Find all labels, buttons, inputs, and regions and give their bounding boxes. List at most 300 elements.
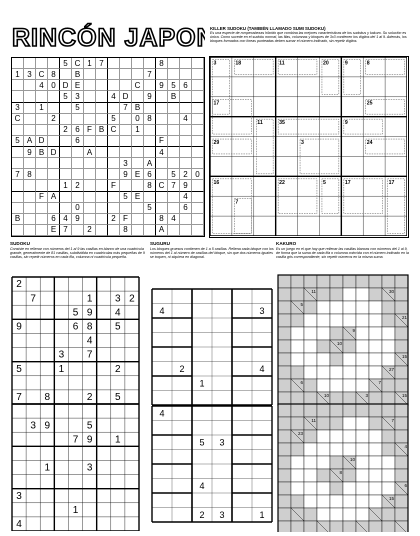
kakuro-cell[interactable]	[304, 443, 317, 456]
hex-sudoku-cell[interactable]: B	[132, 103, 144, 114]
hex-sudoku-cell[interactable]	[132, 203, 144, 214]
hex-sudoku-cell[interactable]: 8	[144, 180, 156, 191]
hex-sudoku-cell[interactable]	[72, 192, 84, 203]
hex-sudoku-cell[interactable]	[36, 214, 48, 225]
hex-sudoku-cell[interactable]: 2	[84, 225, 96, 236]
hex-sudoku-cell[interactable]	[36, 158, 48, 169]
hex-sudoku-cell[interactable]	[60, 192, 72, 203]
kakuro-cell[interactable]	[356, 456, 369, 469]
kakuro-cell[interactable]	[356, 508, 369, 521]
hex-sudoku-cell[interactable]: B	[36, 147, 48, 158]
hex-sudoku-cell[interactable]	[108, 147, 120, 158]
hex-sudoku-cell[interactable]	[60, 114, 72, 125]
hex-sudoku-cell[interactable]	[120, 180, 132, 191]
hex-sudoku-cell[interactable]	[180, 136, 192, 147]
kakuro-cell[interactable]	[291, 456, 304, 469]
hex-sudoku-cell[interactable]: E	[72, 80, 84, 91]
hex-sudoku-cell[interactable]	[72, 114, 84, 125]
hex-sudoku-cell[interactable]: 6	[72, 136, 84, 147]
hex-sudoku-cell[interactable]	[156, 125, 168, 136]
hex-sudoku-cell[interactable]: C	[132, 80, 144, 91]
hex-sudoku-cell[interactable]	[12, 91, 24, 102]
kakuro-cell[interactable]	[369, 469, 382, 482]
hex-sudoku-cell[interactable]	[192, 58, 204, 69]
kakuro-cell[interactable]	[330, 443, 343, 456]
hex-sudoku-cell[interactable]	[132, 147, 144, 158]
hex-sudoku-cell[interactable]	[192, 91, 204, 102]
hex-sudoku-cell[interactable]	[96, 147, 108, 158]
hex-sudoku-cell[interactable]	[24, 180, 36, 191]
hex-sudoku-cell[interactable]: 1	[132, 125, 144, 136]
hex-sudoku-cell[interactable]	[180, 91, 192, 102]
hex-sudoku-cell[interactable]	[156, 203, 168, 214]
kakuro-cell[interactable]	[317, 495, 330, 508]
hex-sudoku-cell[interactable]: A	[24, 136, 36, 147]
hex-sudoku-cell[interactable]	[144, 103, 156, 114]
hex-sudoku-cell[interactable]	[156, 91, 168, 102]
hex-sudoku-cell[interactable]	[12, 180, 24, 191]
hex-sudoku-cell[interactable]: 4	[168, 214, 180, 225]
hex-sudoku-cell[interactable]: D	[120, 91, 132, 102]
hex-sudoku-cell[interactable]: C	[36, 69, 48, 80]
hex-sudoku-cell[interactable]	[36, 114, 48, 125]
hex-sudoku-cell[interactable]	[108, 192, 120, 203]
hex-sudoku-cell[interactable]: 8	[24, 169, 36, 180]
hex-sudoku-cell[interactable]: 6	[72, 125, 84, 136]
kakuro-cell[interactable]	[369, 340, 382, 353]
hex-sudoku-cell[interactable]: A	[48, 192, 60, 203]
hex-sudoku-cell[interactable]	[192, 192, 204, 203]
kakuro-cell[interactable]	[317, 482, 330, 495]
hex-sudoku-cell[interactable]: 8	[120, 225, 132, 236]
kakuro-cell[interactable]	[356, 340, 369, 353]
hex-sudoku-cell[interactable]	[84, 214, 96, 225]
hex-sudoku-cell[interactable]	[12, 80, 24, 91]
hex-sudoku-cell[interactable]: 6	[48, 214, 60, 225]
hex-sudoku-cell[interactable]	[24, 114, 36, 125]
hex-sudoku-cell[interactable]: 0	[192, 169, 204, 180]
kakuro-cell[interactable]	[369, 327, 382, 340]
hex-sudoku-cell[interactable]	[108, 158, 120, 169]
kakuro-cell[interactable]	[304, 314, 317, 327]
hex-sudoku-cell[interactable]	[120, 114, 132, 125]
kakuro-cell[interactable]	[356, 469, 369, 482]
hex-sudoku-cell[interactable]: F	[84, 125, 96, 136]
hex-sudoku-cell[interactable]: A	[144, 158, 156, 169]
hex-sudoku-cell[interactable]	[96, 69, 108, 80]
hex-sudoku-grid[interactable]	[11, 57, 205, 237]
hex-sudoku-cell[interactable]: 5	[12, 136, 24, 147]
hex-sudoku-cell[interactable]: 6	[180, 80, 192, 91]
kakuro-cell[interactable]	[356, 288, 369, 301]
hex-sudoku-cell[interactable]: D	[48, 147, 60, 158]
hex-sudoku-cell[interactable]: 6	[144, 169, 156, 180]
hex-sudoku-cell[interactable]	[36, 203, 48, 214]
hex-sudoku-cell[interactable]	[120, 136, 132, 147]
kakuro-cell[interactable]	[343, 288, 356, 301]
hex-sudoku-cell[interactable]	[132, 91, 144, 102]
hex-sudoku-cell[interactable]	[84, 180, 96, 191]
hex-sudoku-cell[interactable]: 3	[12, 103, 24, 114]
kakuro-cell[interactable]	[343, 314, 356, 327]
hex-sudoku-cell[interactable]: 2	[60, 125, 72, 136]
hex-sudoku-cell[interactable]: 1	[12, 69, 24, 80]
hex-sudoku-cell[interactable]: 5	[60, 91, 72, 102]
hex-sudoku-cell[interactable]	[60, 136, 72, 147]
kakuro-cell[interactable]	[330, 508, 343, 521]
hex-sudoku-cell[interactable]	[48, 203, 60, 214]
kakuro-cell[interactable]	[369, 301, 382, 314]
kakuro-cell[interactable]	[356, 495, 369, 508]
hex-sudoku-cell[interactable]	[72, 147, 84, 158]
hex-sudoku-cell[interactable]	[24, 192, 36, 203]
hex-sudoku-cell[interactable]	[108, 203, 120, 214]
hex-sudoku-cell[interactable]: 9	[24, 147, 36, 158]
hex-sudoku-cell[interactable]	[48, 58, 60, 69]
hex-sudoku-cell[interactable]	[96, 214, 108, 225]
hex-sudoku-cell[interactable]: 9	[120, 169, 132, 180]
hex-sudoku-cell[interactable]	[120, 125, 132, 136]
hex-sudoku-cell[interactable]: 5	[120, 192, 132, 203]
hex-sudoku-cell[interactable]	[192, 103, 204, 114]
hex-sudoku-cell[interactable]: 4	[36, 80, 48, 91]
hex-sudoku-cell[interactable]	[180, 147, 192, 158]
hex-sudoku-cell[interactable]: 1	[60, 180, 72, 191]
hex-sudoku-cell[interactable]	[72, 169, 84, 180]
hex-sudoku-cell[interactable]: 8	[144, 114, 156, 125]
hex-sudoku-cell[interactable]	[192, 225, 204, 236]
hex-sudoku-cell[interactable]	[24, 214, 36, 225]
hex-sudoku-cell[interactable]: 9	[156, 80, 168, 91]
kakuro-cell[interactable]	[317, 508, 330, 521]
kakuro-cell[interactable]	[304, 469, 317, 482]
kakuro-cell[interactable]	[343, 508, 356, 521]
hex-sudoku-cell[interactable]	[96, 158, 108, 169]
hex-sudoku-cell[interactable]	[192, 214, 204, 225]
kakuro-cell[interactable]	[317, 430, 330, 443]
kakuro-cell[interactable]	[317, 314, 330, 327]
kakuro-cell[interactable]	[304, 366, 317, 379]
hex-sudoku-cell[interactable]	[180, 125, 192, 136]
hex-sudoku-cell[interactable]: 1	[36, 103, 48, 114]
hex-sudoku-cell[interactable]	[192, 136, 204, 147]
hex-sudoku-cell[interactable]: 3	[120, 158, 132, 169]
hex-sudoku-cell[interactable]	[96, 114, 108, 125]
kakuro-cell[interactable]	[317, 379, 330, 392]
hex-sudoku-cell[interactable]	[96, 136, 108, 147]
kakuro-cell[interactable]	[382, 353, 395, 366]
kakuro-cell[interactable]	[369, 495, 382, 508]
hex-sudoku-cell[interactable]	[108, 58, 120, 69]
kakuro-cell[interactable]	[291, 469, 304, 482]
hex-sudoku-cell[interactable]	[168, 114, 180, 125]
kakuro-cell[interactable]	[317, 366, 330, 379]
hex-sudoku-cell[interactable]	[60, 69, 72, 80]
hex-sudoku-cell[interactable]: 5	[108, 114, 120, 125]
hex-sudoku-cell[interactable]	[132, 136, 144, 147]
hex-sudoku-cell[interactable]: 5	[168, 80, 180, 91]
hex-sudoku-cell[interactable]	[144, 80, 156, 91]
hex-sudoku-cell[interactable]: E	[132, 192, 144, 203]
hex-sudoku-cell[interactable]	[96, 91, 108, 102]
hex-sudoku-cell[interactable]	[84, 192, 96, 203]
hex-sudoku-cell[interactable]	[192, 69, 204, 80]
hex-sudoku-cell[interactable]	[96, 180, 108, 191]
kakuro-cell[interactable]	[356, 327, 369, 340]
hex-sudoku-cell[interactable]: 7	[120, 103, 132, 114]
hex-sudoku-cell[interactable]: 8	[48, 69, 60, 80]
hex-sudoku-cell[interactable]	[144, 214, 156, 225]
hex-sudoku-cell[interactable]: C	[12, 114, 24, 125]
hex-sudoku-cell[interactable]	[24, 103, 36, 114]
kakuro-cell[interactable]	[356, 379, 369, 392]
hex-sudoku-cell[interactable]: B	[168, 91, 180, 102]
hex-sudoku-cell[interactable]	[24, 58, 36, 69]
kakuro-cell[interactable]	[330, 366, 343, 379]
hex-sudoku-cell[interactable]	[168, 203, 180, 214]
hex-sudoku-cell[interactable]	[72, 158, 84, 169]
hex-sudoku-cell[interactable]	[192, 114, 204, 125]
hex-sudoku-cell[interactable]: 1	[84, 58, 96, 69]
kakuro-cell[interactable]	[330, 379, 343, 392]
kakuro-cell[interactable]	[369, 430, 382, 443]
hex-sudoku-cell[interactable]	[36, 58, 48, 69]
hex-sudoku-cell[interactable]	[48, 136, 60, 147]
hex-sudoku-cell[interactable]	[192, 180, 204, 191]
kakuro-cell[interactable]	[356, 366, 369, 379]
hex-sudoku-cell[interactable]	[132, 158, 144, 169]
hex-sudoku-cell[interactable]	[36, 125, 48, 136]
hex-sudoku-cell[interactable]: F	[108, 180, 120, 191]
hex-sudoku-cell[interactable]	[108, 136, 120, 147]
hex-sudoku-cell[interactable]: A	[84, 147, 96, 158]
hex-sudoku-cell[interactable]: 7	[168, 180, 180, 191]
hex-sudoku-cell[interactable]	[48, 158, 60, 169]
hex-sudoku-cell[interactable]	[48, 169, 60, 180]
hex-sudoku-cell[interactable]	[180, 214, 192, 225]
kakuro-cell[interactable]	[356, 430, 369, 443]
hex-sudoku-cell[interactable]: 7	[60, 225, 72, 236]
hex-sudoku-cell[interactable]: 7	[12, 169, 24, 180]
kakuro-cell[interactable]	[343, 366, 356, 379]
hex-sudoku-cell[interactable]	[96, 192, 108, 203]
kakuro-cell[interactable]	[343, 417, 356, 430]
hex-sudoku-cell[interactable]	[36, 180, 48, 191]
hex-sudoku-cell[interactable]	[108, 69, 120, 80]
hex-sudoku-cell[interactable]	[120, 203, 132, 214]
kakuro-cell[interactable]	[356, 314, 369, 327]
kakuro-cell[interactable]	[291, 340, 304, 353]
kakuro-cell[interactable]	[304, 495, 317, 508]
kakuro-cell[interactable]	[304, 353, 317, 366]
hex-sudoku-cell[interactable]	[132, 58, 144, 69]
hex-sudoku-cell[interactable]	[12, 192, 24, 203]
kakuro-cell[interactable]	[330, 314, 343, 327]
hex-sudoku-cell[interactable]	[180, 58, 192, 69]
hex-sudoku-cell[interactable]	[144, 192, 156, 203]
hex-sudoku-cell[interactable]	[84, 169, 96, 180]
kakuro-cell[interactable]	[356, 417, 369, 430]
kakuro-cell[interactable]	[291, 327, 304, 340]
hex-sudoku-cell[interactable]	[168, 225, 180, 236]
hex-sudoku-cell[interactable]	[168, 136, 180, 147]
hex-sudoku-cell[interactable]: 4	[108, 91, 120, 102]
hex-sudoku-cell[interactable]	[144, 125, 156, 136]
hex-sudoku-cell[interactable]	[168, 103, 180, 114]
kakuro-cell[interactable]	[382, 456, 395, 469]
kakuro-cell[interactable]	[356, 443, 369, 456]
hex-sudoku-cell[interactable]	[120, 147, 132, 158]
hex-sudoku-cell[interactable]	[156, 169, 168, 180]
kakuro-cell[interactable]	[369, 314, 382, 327]
hex-sudoku-cell[interactable]: F	[156, 136, 168, 147]
hex-sudoku-cell[interactable]: 5	[60, 58, 72, 69]
kakuro-cell[interactable]	[369, 353, 382, 366]
hex-sudoku-cell[interactable]	[84, 103, 96, 114]
hex-sudoku-cell[interactable]	[60, 203, 72, 214]
hex-sudoku-cell[interactable]: F	[36, 192, 48, 203]
hex-sudoku-cell[interactable]: C	[72, 58, 84, 69]
hex-sudoku-cell[interactable]	[180, 225, 192, 236]
hex-sudoku-cell[interactable]	[192, 147, 204, 158]
kakuro-cell[interactable]	[317, 327, 330, 340]
hex-sudoku-cell[interactable]	[192, 158, 204, 169]
hex-sudoku-cell[interactable]: 5	[144, 203, 156, 214]
hex-sudoku-cell[interactable]	[96, 203, 108, 214]
kakuro-cell[interactable]	[291, 482, 304, 495]
hex-sudoku-cell[interactable]	[84, 80, 96, 91]
hex-sudoku-cell[interactable]: D	[36, 136, 48, 147]
hex-sudoku-cell[interactable]	[192, 203, 204, 214]
hex-sudoku-cell[interactable]	[48, 91, 60, 102]
hex-sudoku-cell[interactable]: E	[48, 225, 60, 236]
hex-sudoku-cell[interactable]	[24, 125, 36, 136]
hex-sudoku-cell[interactable]	[84, 91, 96, 102]
killer-sudoku-grid[interactable]	[209, 56, 409, 238]
hex-sudoku-cell[interactable]	[156, 158, 168, 169]
hex-sudoku-cell[interactable]	[96, 225, 108, 236]
hex-sudoku-cell[interactable]: 4	[180, 114, 192, 125]
hex-sudoku-cell[interactable]	[132, 225, 144, 236]
hex-sudoku-cell[interactable]	[60, 147, 72, 158]
kakuro-cell[interactable]	[343, 379, 356, 392]
hex-sudoku-cell[interactable]: 2	[180, 169, 192, 180]
kakuro-cell[interactable]	[382, 469, 395, 482]
hex-sudoku-cell[interactable]: 8	[156, 58, 168, 69]
kakuro-cell[interactable]	[343, 430, 356, 443]
kakuro-cell[interactable]	[382, 482, 395, 495]
hex-sudoku-cell[interactable]: 4	[180, 192, 192, 203]
kakuro-cell[interactable]	[317, 456, 330, 469]
hex-sudoku-cell[interactable]	[12, 158, 24, 169]
kakuro-cell[interactable]	[369, 482, 382, 495]
hex-sudoku-cell[interactable]	[156, 192, 168, 203]
kakuro-cell[interactable]	[356, 482, 369, 495]
kakuro-cell[interactable]	[330, 301, 343, 314]
hex-sudoku-cell[interactable]	[108, 80, 120, 91]
hex-sudoku-cell[interactable]	[144, 58, 156, 69]
hex-sudoku-cell[interactable]: 5	[72, 103, 84, 114]
hex-sudoku-cell[interactable]: C	[108, 125, 120, 136]
hex-sudoku-cell[interactable]	[180, 158, 192, 169]
hex-sudoku-cell[interactable]	[48, 125, 60, 136]
kakuro-cell[interactable]	[382, 327, 395, 340]
hex-sudoku-cell[interactable]	[168, 69, 180, 80]
hex-sudoku-cell[interactable]	[12, 147, 24, 158]
hex-sudoku-cell[interactable]	[156, 69, 168, 80]
hex-sudoku-cell[interactable]: A	[156, 225, 168, 236]
hex-sudoku-cell[interactable]	[84, 203, 96, 214]
kakuro-cell[interactable]	[356, 353, 369, 366]
hex-sudoku-cell[interactable]	[84, 158, 96, 169]
kakuro-cell[interactable]	[304, 327, 317, 340]
kakuro-cell[interactable]	[369, 366, 382, 379]
hex-sudoku-cell[interactable]: 3	[24, 69, 36, 80]
hex-sudoku-cell[interactable]	[12, 125, 24, 136]
hex-sudoku-cell[interactable]: F	[120, 214, 132, 225]
hex-sudoku-cell[interactable]: 7	[144, 69, 156, 80]
kakuro-cell[interactable]	[343, 353, 356, 366]
kakuro-cell[interactable]	[291, 353, 304, 366]
hex-sudoku-cell[interactable]	[36, 225, 48, 236]
hex-sudoku-cell[interactable]	[48, 103, 60, 114]
hex-sudoku-cell[interactable]: 4	[60, 214, 72, 225]
hex-sudoku-cell[interactable]	[108, 169, 120, 180]
hex-sudoku-cell[interactable]	[36, 169, 48, 180]
kakuro-cell[interactable]	[343, 443, 356, 456]
hex-sudoku-cell[interactable]	[24, 158, 36, 169]
hex-sudoku-cell[interactable]: 9	[180, 180, 192, 191]
hex-sudoku-cell[interactable]: C	[156, 180, 168, 191]
kakuro-cell[interactable]	[330, 430, 343, 443]
hex-sudoku-cell[interactable]	[24, 203, 36, 214]
hex-sudoku-cell[interactable]	[24, 80, 36, 91]
hex-sudoku-cell[interactable]	[24, 225, 36, 236]
hex-sudoku-cell[interactable]	[24, 91, 36, 102]
hex-sudoku-cell[interactable]	[96, 103, 108, 114]
hex-sudoku-cell[interactable]	[48, 180, 60, 191]
hex-sudoku-cell[interactable]	[72, 225, 84, 236]
kakuro-cell[interactable]	[317, 301, 330, 314]
kakuro-cell[interactable]	[369, 443, 382, 456]
hex-sudoku-cell[interactable]: 6	[180, 203, 192, 214]
hex-sudoku-cell[interactable]: B	[72, 69, 84, 80]
hex-sudoku-cell[interactable]	[60, 158, 72, 169]
kakuro-cell[interactable]	[317, 443, 330, 456]
hex-sudoku-cell[interactable]	[144, 136, 156, 147]
kakuro-cell[interactable]	[382, 340, 395, 353]
hex-sudoku-cell[interactable]	[168, 125, 180, 136]
hex-sudoku-cell[interactable]	[168, 192, 180, 203]
hex-sudoku-cell[interactable]	[144, 225, 156, 236]
hex-sudoku-cell[interactable]	[108, 103, 120, 114]
hex-sudoku-cell[interactable]: B	[96, 125, 108, 136]
hex-sudoku-cell[interactable]	[120, 80, 132, 91]
hex-sudoku-cell[interactable]	[84, 69, 96, 80]
hex-sudoku-cell[interactable]	[180, 103, 192, 114]
hex-sudoku-cell[interactable]: B	[12, 214, 24, 225]
hex-sudoku-cell[interactable]	[132, 180, 144, 191]
kakuro-cell[interactable]	[343, 301, 356, 314]
hex-sudoku-cell[interactable]: 9	[72, 214, 84, 225]
hex-sudoku-cell[interactable]: 2	[48, 114, 60, 125]
hex-sudoku-cell[interactable]	[192, 125, 204, 136]
hex-sudoku-cell[interactable]	[144, 147, 156, 158]
hex-sudoku-cell[interactable]	[168, 58, 180, 69]
hex-sudoku-cell[interactable]	[120, 69, 132, 80]
hex-sudoku-cell[interactable]	[96, 169, 108, 180]
hex-sudoku-cell[interactable]: 2	[72, 180, 84, 191]
